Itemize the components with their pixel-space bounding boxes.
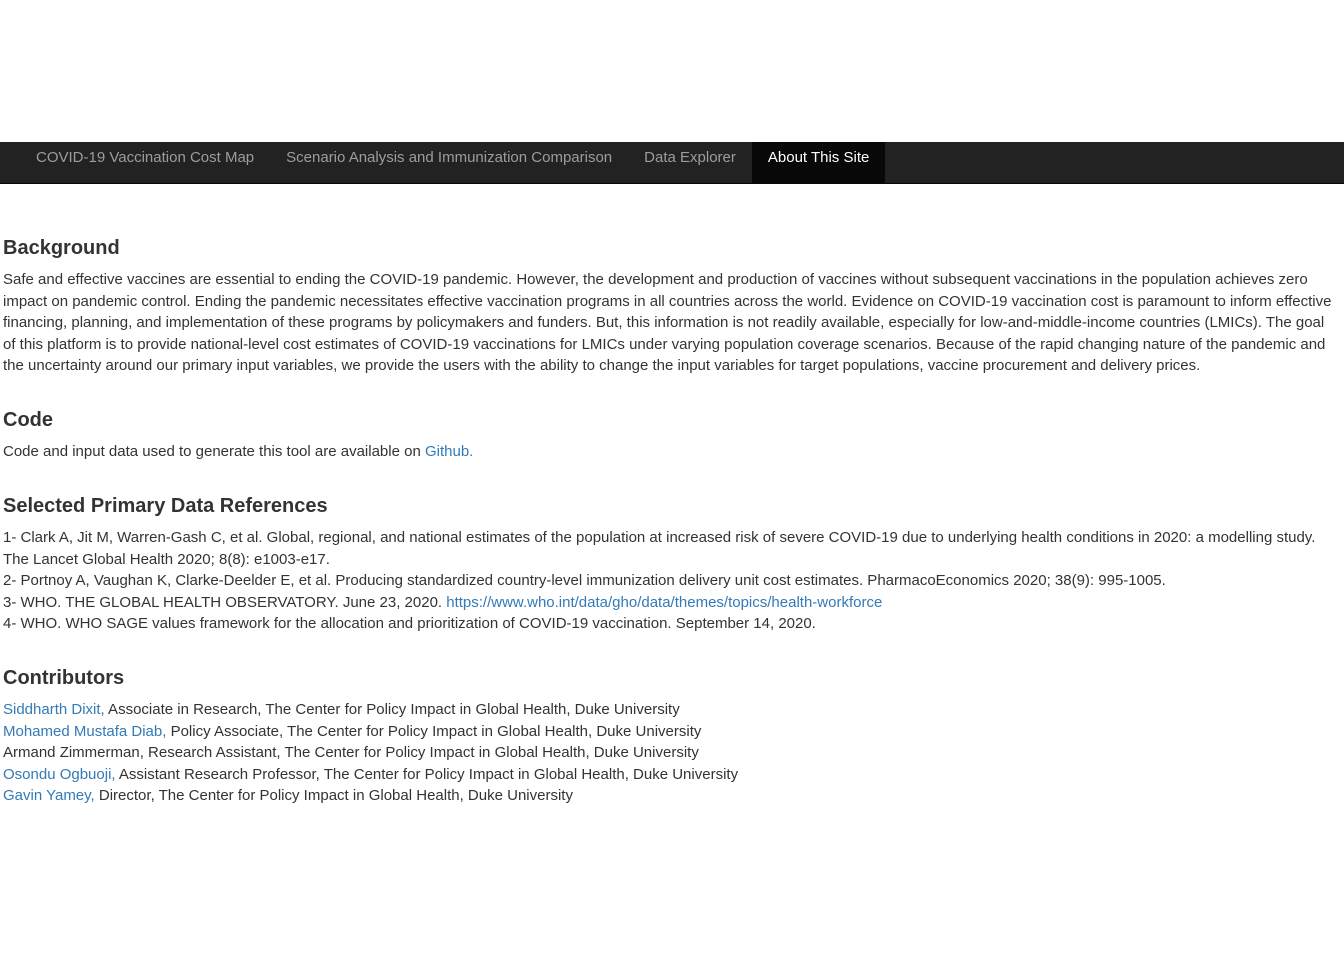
contributor-name-armand-zimmerman: Armand Zimmerman, xyxy=(3,744,144,762)
reference-4: 4- WHO. WHO SAGE values framework for the allocation and prioritization of COVID-19 vaccination. September 14, 2020. xyxy=(3,615,816,633)
contributors-section xyxy=(3,666,1339,807)
contributor-item xyxy=(3,742,1339,764)
reference-3 xyxy=(3,592,1339,614)
references-list xyxy=(3,527,1339,635)
contributor-role: Research Assistant, The Center for Policy Impact in Global Health, Duke University xyxy=(143,744,699,762)
references-heading: Selected Primary Data References xyxy=(3,495,328,517)
contributors-list xyxy=(3,699,1339,807)
code-text xyxy=(3,441,1339,463)
contributor-item xyxy=(3,699,1339,721)
reference-1-line-2: The Lancet Global Health 2020; 8(8): e1003-e17. xyxy=(3,550,330,568)
top-navbar xyxy=(0,142,1344,184)
contributor-item xyxy=(3,721,1339,743)
references-section xyxy=(3,494,1339,635)
contributor-role: Associate in Research, The Center for Policy Impact in Global Health, Duke University xyxy=(104,701,680,718)
background-heading: Background xyxy=(3,237,120,259)
tab-vaccination-cost-map[interactable]: COVID-19 Vaccination Cost Map xyxy=(36,149,255,166)
github-link[interactable]: Github. xyxy=(424,443,474,460)
code-heading: Code xyxy=(3,409,53,431)
code-section xyxy=(3,408,1339,463)
contributor-link-osondu-ogbuoji[interactable]: Osondu Ogbuoji, xyxy=(3,765,116,783)
reference-1-line-1: 1- Clark A, Jit M, Warren-Gash C, et al. Global, regional, and national estimates of the population at increased risk of severe COVID-19 due to underlying health conditions in 2020: a modelling study. xyxy=(3,529,1316,546)
contributor-link-mohamed-mustafa-diab[interactable]: Mohamed Mustafa Diab, xyxy=(3,722,167,740)
contributor-link-gavin-yamey[interactable]: Gavin Yamey, xyxy=(3,787,95,805)
tab-scenario-analysis[interactable]: Scenario Analysis and Immunization Comparison xyxy=(286,149,613,166)
contributor-item xyxy=(3,764,1339,786)
contributor-role: Director, The Center for Policy Impact in Global Health, Duke University xyxy=(94,787,573,805)
contributor-link-siddharth-dixit[interactable]: Siddharth Dixit, xyxy=(3,701,105,718)
who-health-workforce-link[interactable]: https://www.who.int/data/gho/data/themes/topics/health-workforce xyxy=(446,593,883,611)
reference-2: 2- Portnoy A, Vaughan K, Clarke-Deelder E, et al. Producing standardized country-level immunization delivery unit cost estimates. PharmacoEconomics 2020; 38(9): 995-1005. xyxy=(3,572,1166,590)
contributor-role: Assistant Research Professor, The Center for Policy Impact in Global Health, Duke University xyxy=(115,765,739,783)
code-description: Code and input data used to generate this tool are available on xyxy=(3,443,425,460)
contributor-role: Policy Associate, The Center for Policy Impact in Global Health, Duke University xyxy=(166,722,702,740)
contributors-heading: Contributors xyxy=(3,667,125,689)
tab-about-this-site[interactable]: About This Site xyxy=(752,142,885,183)
reference-3-text: 3- WHO. THE GLOBAL HEALTH OBSERVATORY. June 23, 2020. xyxy=(3,593,447,611)
background-section xyxy=(3,236,1339,377)
background-text: Safe and effective vaccines are essential to ending the COVID-19 pandemic. However, the development and production of vaccines without subsequent vaccinations in the population achieves zero impact on pandemic control. Ending the pandemic necessitates effective vaccination programs in all countries across the world. Evidence on COVID-19 vaccination cost is paramount to inform effective financing, planning, and implementation of these programs by policymakers and funders. But, this information is not readily available, especially for low-and-middle-income countries (LMICs). The goal of this platform is to provide national-level cost estimates of COVID-19 vaccinations for LMICs under varying population coverage scenarios. Because of the rapid changing nature of the pandemic and the uncertainty around our primary input variables, we provide the users with the ability to change the input variables for target populations, vaccine procurement and delivery prices. xyxy=(3,271,1332,375)
contributor-item xyxy=(3,785,1339,807)
tab-data-explorer[interactable]: Data Explorer xyxy=(644,149,736,166)
